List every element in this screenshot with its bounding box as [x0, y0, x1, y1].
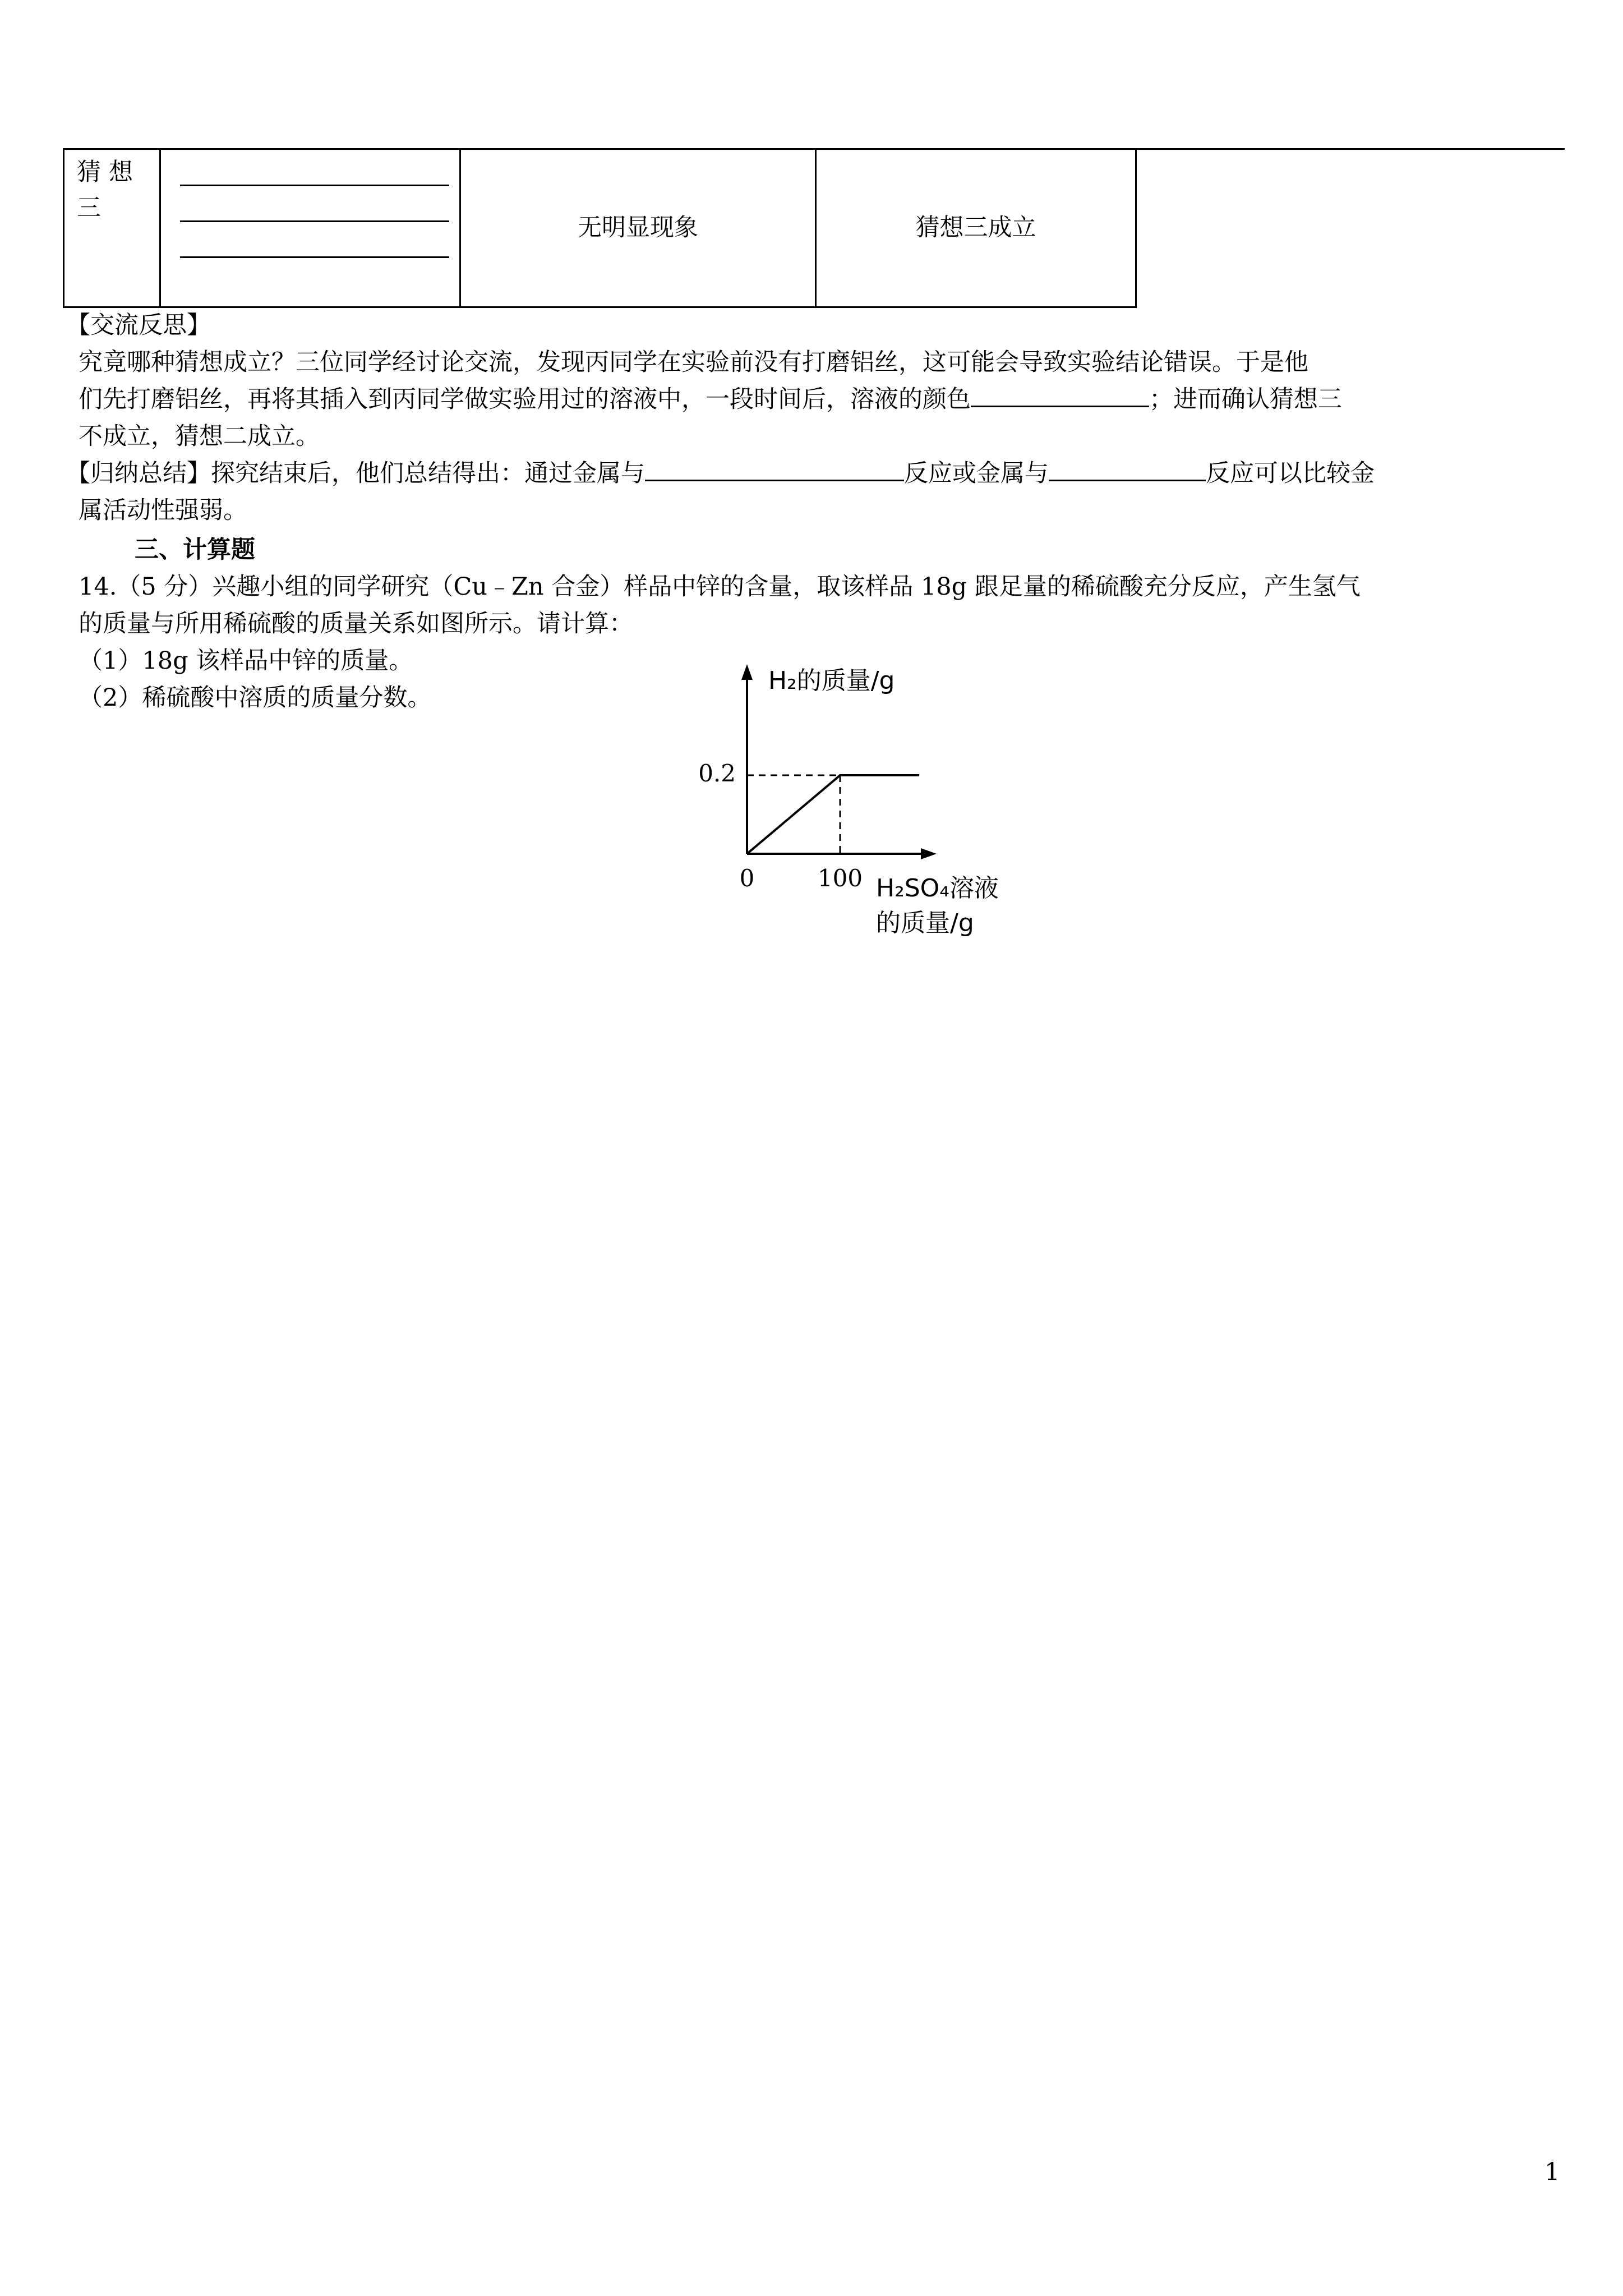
reflection-line-2-before: 们先打磨铝丝，再将其插入到丙同学做实验用过的溶液中，一段时间后，溶液的颜色 [79, 385, 971, 413]
answer-blank-3[interactable] [180, 256, 449, 258]
question-line-1: 14.（5 分）兴趣小组的同学研究（Cu﹣Zn 合金）样品中锌的含量，取该样品 18g 跟足量的稀硫酸充分反应，产生氢气 [79, 573, 1361, 601]
summary-line-1-after: 反应可以比较金 [1206, 459, 1375, 487]
x-tick-label: 100 [817, 864, 863, 892]
question-sub-2: （2）稀硫酸中溶质的质量分数。 [79, 684, 432, 712]
table-cell-conclusion [815, 148, 1137, 308]
y-tick-label: 0.2 [698, 760, 736, 787]
table-cell-label [63, 148, 161, 308]
conclusion-text: 猜想三成立 [915, 214, 1036, 242]
reflection-line-2 [79, 380, 1342, 419]
x-axis-arrow-icon [921, 848, 937, 859]
origin-label: 0 [739, 864, 755, 892]
reflection-line-3: 不成立，猜想二成立。 [79, 422, 320, 450]
section-title: 三、计算题 [135, 536, 255, 564]
summary-line-2: 属活动性强弱。 [79, 496, 247, 524]
row-label: 猜想三 [77, 158, 141, 222]
hydrogen-mass-chart [673, 656, 1021, 948]
metal-blank-1[interactable] [645, 455, 904, 481]
summary-line-1 [66, 454, 1375, 493]
metal-blank-2[interactable] [1049, 455, 1206, 481]
page-number: 1 [1544, 2158, 1560, 2186]
reflection-heading: 【交流反思】 [66, 311, 211, 339]
question-line-2: 的质量与所用稀硫酸的质量关系如图所示。请计算： [79, 610, 633, 638]
observation-text: 无明显现象 [578, 214, 698, 242]
color-blank[interactable] [971, 381, 1149, 407]
x-axis-label-line-2: 的质量/g [876, 909, 974, 937]
question-sub-1: （1）18g 该样品中锌的质量。 [79, 647, 413, 675]
table-cell-observation [459, 148, 817, 308]
series-line [747, 775, 919, 854]
answer-blank-1[interactable] [180, 185, 449, 186]
reflection-line-2-after: ；进而确认猜想三 [1149, 385, 1342, 413]
summary-line-1-before: 【归纳总结】探究结束后，他们总结得出：通过金属与 [66, 459, 645, 487]
table-cell-operation [159, 148, 461, 308]
x-axis-label-line-1: H₂SO₄溶液 [876, 874, 999, 903]
answer-blank-2[interactable] [180, 220, 449, 222]
reflection-line-1: 究竟哪种猜想成立？三位同学经讨论交流，发现丙同学在实验前没有打磨铝丝，这可能会导致实验结论错误。于是他 [79, 348, 1308, 376]
summary-line-1-mid: 反应或金属与 [904, 459, 1049, 487]
y-axis-arrow-icon [741, 664, 753, 680]
y-axis-label: H₂的质量/g [768, 666, 895, 695]
